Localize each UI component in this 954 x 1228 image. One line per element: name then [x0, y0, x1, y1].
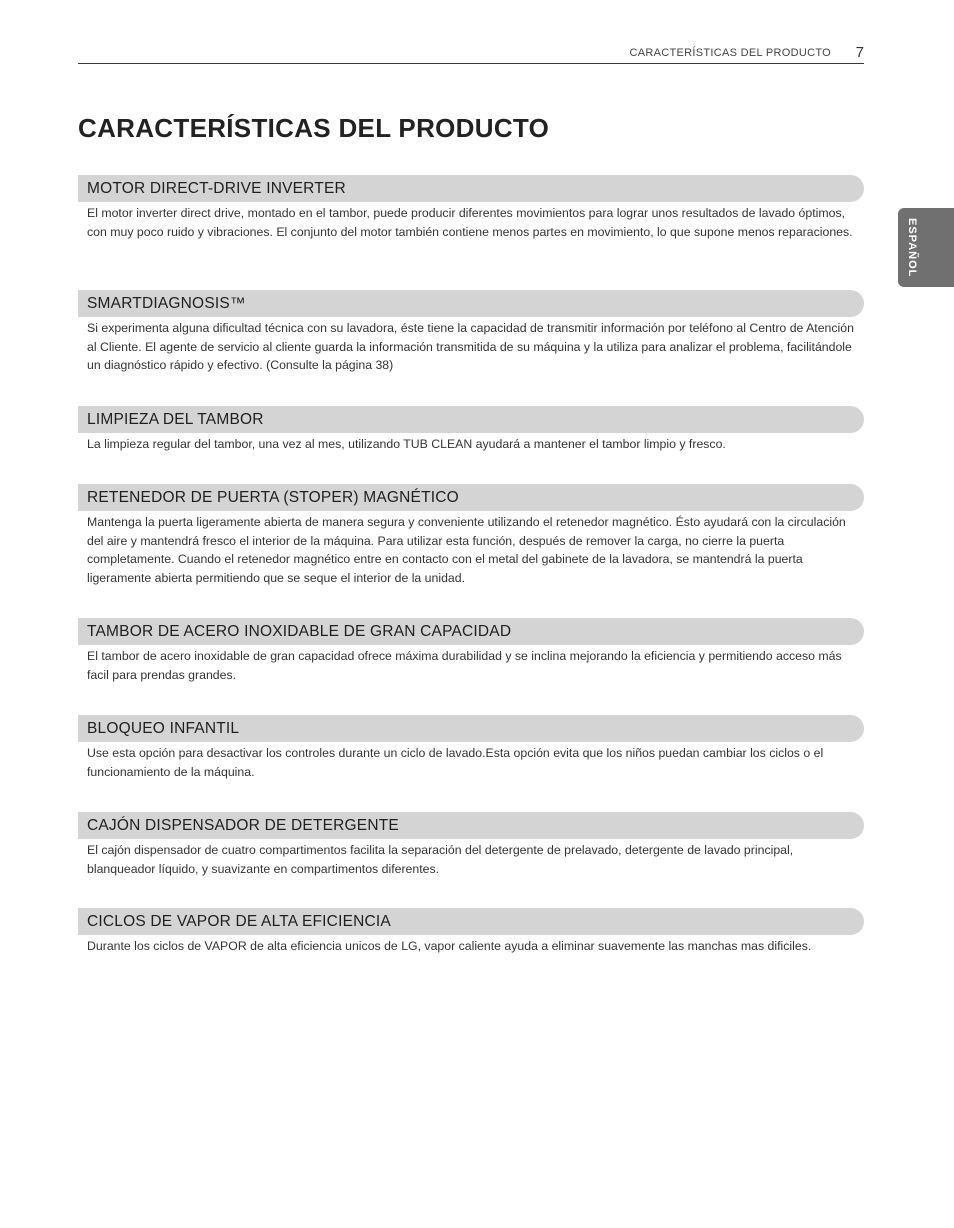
- section-heading: LIMPIEZA DEL TAMBOR: [78, 406, 864, 433]
- feature-section-stainless-drum: [78, 618, 864, 715]
- feature-section-detergent-dispenser: [78, 812, 864, 908]
- page-number: 7: [855, 44, 864, 61]
- section-body: El motor inverter direct drive, montado en el tambor, puede producir diferentes movimientos para lograr unos resultados de lavado óptimos, con muy poco ruido y vibraciones. El conjunto del motor también contiene menos partes en movimiento, lo que supone menos reparaciones.: [87, 206, 853, 239]
- page-title: CARACTERÍSTICAS DEL PRODUCTO: [78, 113, 550, 143]
- feature-section-drum-cleaning: [78, 406, 864, 484]
- language-side-tab: [898, 208, 954, 287]
- section-body: Si experimenta alguna dificultad técnica con su lavadora, éste tiene la capacidad de transmitir información por teléfono al Centro de Atención al Cliente. El agente de servicio al cliente guarda la información transmitida de su máquina y la utiliza para analizar el problema, facilitándole un diagnóstico rápido y efectivo. (Consulte la página 38): [87, 321, 854, 373]
- section-body: Use esta opción para desactivar los controles durante un ciclo de lavado.Esta opción evita que los niños puedan cambiar los ciclos o el funcionamiento de la máquina.: [87, 746, 824, 779]
- section-heading: TAMBOR DE ACERO INOXIDABLE DE GRAN CAPACIDAD: [78, 618, 864, 645]
- section-body: El cajón dispensador de cuatro compartimentos facilita la separación del detergente de prelavado, detergente de lavado principal, blanqueador líquido, y suavizante en compartimentos diferentes.: [87, 843, 794, 876]
- section-heading: BLOQUEO INFANTIL: [78, 715, 864, 742]
- section-heading: CAJÓN DISPENSADOR DE DETERGENTE: [78, 812, 864, 839]
- feature-section-steam-cycles: [78, 908, 864, 978]
- feature-section-smartdiagnosis: [78, 290, 864, 406]
- section-body: La limpieza regular del tambor, una vez al mes, utilizando TUB CLEAN ayudará a mantener el tambor limpio y fresco.: [87, 437, 726, 451]
- section-body: El tambor de acero inoxidable de gran capacidad ofrece máxima durabilidad y se inclina mejorando la eficiencia y permitiendo acceso más facil para prendas grandes.: [87, 649, 842, 682]
- feature-sections: [78, 175, 864, 978]
- feature-section-motor: [78, 175, 864, 290]
- running-header-title: CARACTERÍSTICAS DEL PRODUCTO: [629, 47, 831, 59]
- section-body: Durante los ciclos de VAPOR de alta eficiencia unicos de LG, vapor caliente ayuda a eliminar suavemente las manchas mas dificiles.: [87, 939, 812, 953]
- section-heading: CICLOS DE VAPOR DE ALTA EFICIENCIA: [78, 908, 864, 935]
- running-header: [78, 44, 864, 64]
- feature-section-child-lock: [78, 715, 864, 812]
- section-heading: MOTOR DIRECT-DRIVE INVERTER: [78, 175, 864, 202]
- section-heading: RETENEDOR DE PUERTA (STOPER) MAGNÉTICO: [78, 484, 864, 511]
- section-body: Mantenga la puerta ligeramente abierta de manera segura y conveniente utilizando el retenedor magnético. Ésto ayudará con la circulación del aire y mantendrá fresco el interior de la máquina. Para utilizar esta función, después de remover la carga, no cierre la puerta completamente. Cuando el retenedor magnético entre en contacto con el metal del gabinete de la lavadora, se mantendrá la puerta ligeramente abierta permitiendo que se seque el interior de la unidad.: [87, 515, 846, 585]
- feature-section-magnetic-door-stopper: [78, 484, 864, 618]
- language-side-tab-label: ESPAÑOL: [906, 217, 918, 278]
- section-heading: SMARTDIAGNOSIS™: [78, 290, 864, 317]
